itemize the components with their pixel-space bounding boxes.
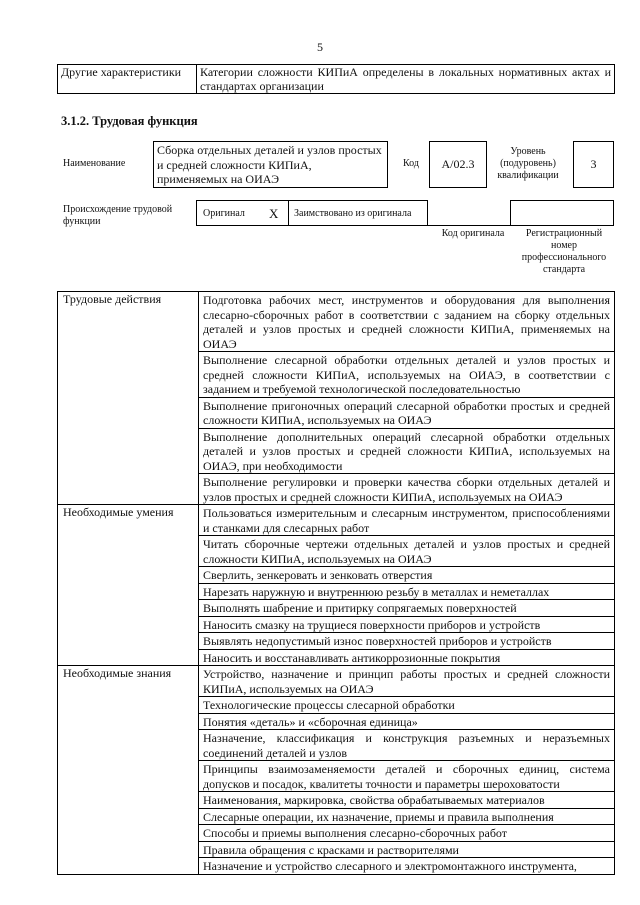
required-skills-label: Необходимые умения xyxy=(58,505,199,666)
skill-item: Читать сборочные чертежи отдельных деталей и узлов простых и средней сложности КИПиА, используемых на ОИАЭ xyxy=(199,536,615,567)
knowledge-item: Правила обращения с красками и растворителями xyxy=(199,841,615,858)
original-label: Оригинал xyxy=(203,207,245,219)
knowledge-item: Понятия «деталь» и «сборочная единица» xyxy=(199,713,615,730)
code-of-original-cell xyxy=(427,200,511,226)
required-knowledge-label: Необходимые знания xyxy=(58,666,199,875)
registration-number-label: Регистрационный номер профессионального стандарта xyxy=(521,228,607,275)
original-cell xyxy=(196,200,289,226)
skill-item: Пользоваться измерительным и слесарным инструментом, приспособлениями и станками для слесарных работ xyxy=(199,505,615,536)
table-row xyxy=(58,292,615,352)
name-label: Наименование xyxy=(63,158,126,169)
labor-action-item: Выполнение дополнительных операций слесарной обработки отдельных деталей и узлов простых и средней сложности КИПиА, используемых на ОИАЭ, при необходимости xyxy=(199,428,615,474)
table-row xyxy=(58,505,615,536)
knowledge-item: Наименования, маркировка, свойства обрабатываемых материалов xyxy=(199,792,615,809)
knowledge-item: Принципы взаимозаменяемости деталей и сборочных единиц, система допусков и посадок, квалитеты точности и параметры шероховатости xyxy=(199,761,615,792)
knowledge-item: Устройство, назначение и принцип работы простых и средней сложности КИПиА, используемых на ОИАЭ xyxy=(199,666,615,697)
other-characteristics-table xyxy=(57,64,615,94)
labor-action-item: Выполнение слесарной обработки отдельных деталей и узлов простых и средней сложности КИПиА, используемых на ОИАЭ, в соответствии с заданием и требуемой технологической последовательностью xyxy=(199,352,615,398)
qualification-level-label: Уровень (подуровень) квалификации xyxy=(497,146,559,181)
function-name-field: Сборка отдельных деталей и узлов простых и средней сложности КИПиА, применяемых на ОИАЭ xyxy=(153,141,388,188)
section-title: 3.1.2. Трудовая функция xyxy=(61,114,198,128)
skill-item: Нарезать наружную и внутреннюю резьбу в металлах и неметаллах xyxy=(199,583,615,600)
labor-action-item: Подготовка рабочих мест, инструментов и оборудования для выполнения слесарно-сборочных работ в соответствии с заданием на сборку отдельных деталей и узлов простых и средней сложности КИПиА, применяемых на ОИАЭ xyxy=(199,292,615,352)
skill-item: Выявлять недопустимый износ поверхностей приборов и устройств xyxy=(199,633,615,650)
knowledge-item: Назначение, классификация и конструкция разъемных и неразъемных соединений деталей и узлов xyxy=(199,730,615,761)
other-characteristics-label: Другие характеристики xyxy=(58,65,197,94)
skill-item: Сверлить, зенкеровать и зенковать отверстия xyxy=(199,567,615,584)
page-number: 5 xyxy=(317,40,323,54)
skill-item: Выполнять шабрение и притирку сопрягаемых поверхностей xyxy=(199,600,615,617)
skill-item: Наносить смазку на трущиеся поверхности приборов и устройств xyxy=(199,616,615,633)
code-of-original-label: Код оригинала xyxy=(441,228,505,239)
code-label: Код xyxy=(403,158,419,169)
other-characteristics-text: Категории сложности КИПиА определены в локальных нормативных актах и стандартах организации xyxy=(197,65,615,94)
code-field: А/02.3 xyxy=(429,141,487,188)
labor-action-item: Выполнение регулировки и проверки качества сборки отдельных деталей и узлов простых и средней сложности КИПиА, используемых на ОИАЭ xyxy=(199,474,615,505)
knowledge-item: Слесарные операции, их назначение, приемы и правила выполнения xyxy=(199,808,615,825)
knowledge-item: Способы и приемы выполнения слесарно-сборочных работ xyxy=(199,825,615,842)
origin-label: Происхождение трудовой функции xyxy=(63,204,173,227)
qualification-level-field: 3 xyxy=(573,141,614,188)
skill-item: Наносить и восстанавливать антикоррозионные покрытия xyxy=(199,649,615,666)
knowledge-item: Технологические процессы слесарной обработки xyxy=(199,697,615,714)
borrowed-cell: Заимствовано из оригинала xyxy=(288,200,428,226)
labor-actions-label: Трудовые действия xyxy=(58,292,199,505)
labor-action-item: Выполнение пригоночных операций слесарной обработки простых и средней сложности КИПиА, используемых на ОИАЭ xyxy=(199,397,615,428)
labor-function-table xyxy=(57,291,615,875)
registration-number-cell xyxy=(510,200,614,226)
knowledge-item: Назначение и устройство слесарного и электромонтажного инструмента, xyxy=(199,858,615,875)
original-mark: X xyxy=(269,206,279,221)
origin-row xyxy=(196,200,614,226)
table-row xyxy=(58,666,615,697)
